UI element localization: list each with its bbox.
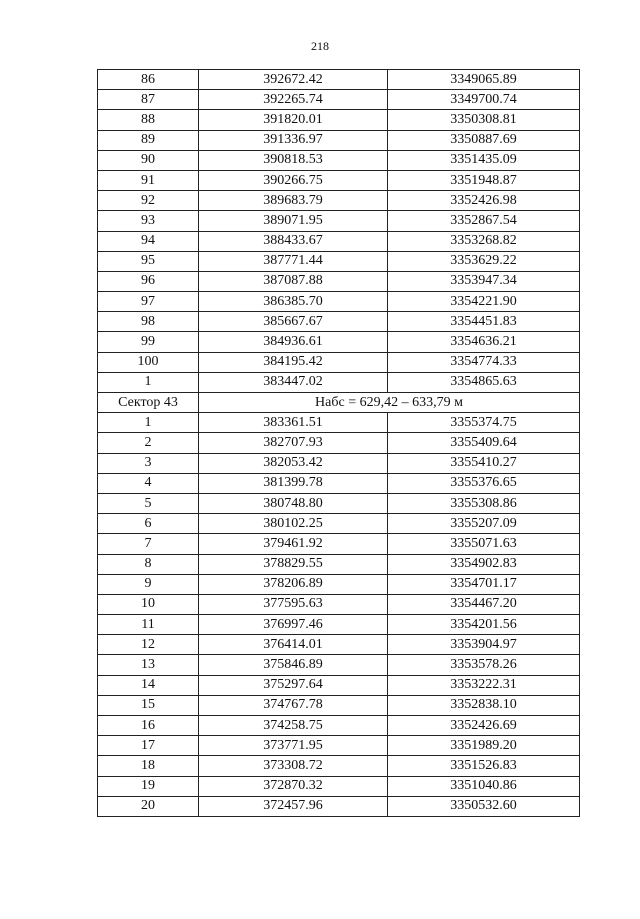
point-number-cell: 3 bbox=[98, 453, 199, 473]
point-number-cell: 96 bbox=[98, 271, 199, 291]
point-number-cell: 4 bbox=[98, 473, 199, 493]
x-coordinate-cell: 392265.74 bbox=[199, 90, 388, 110]
table-row bbox=[98, 332, 580, 352]
y-coordinate-cell: 3351948.87 bbox=[388, 170, 580, 190]
y-coordinate-cell: 3354701.17 bbox=[388, 574, 580, 594]
x-coordinate-cell: 389683.79 bbox=[199, 191, 388, 211]
y-coordinate-cell: 3354451.83 bbox=[388, 312, 580, 332]
y-coordinate-cell: 3355207.09 bbox=[388, 514, 580, 534]
y-coordinate-cell: 3354774.33 bbox=[388, 352, 580, 372]
table-row bbox=[98, 231, 580, 251]
table-row bbox=[98, 635, 580, 655]
table-row bbox=[98, 675, 580, 695]
point-number-cell: 13 bbox=[98, 655, 199, 675]
point-number-cell: 88 bbox=[98, 110, 199, 130]
table-row bbox=[98, 493, 580, 513]
y-coordinate-cell: 3350887.69 bbox=[388, 130, 580, 150]
x-coordinate-cell: 386385.70 bbox=[199, 292, 388, 312]
table-row bbox=[98, 756, 580, 776]
point-number-cell: 18 bbox=[98, 756, 199, 776]
table-row bbox=[98, 695, 580, 715]
table-row bbox=[98, 554, 580, 574]
point-number-cell: 1 bbox=[98, 413, 199, 433]
x-coordinate-cell: 373308.72 bbox=[199, 756, 388, 776]
y-coordinate-cell: 3352867.54 bbox=[388, 211, 580, 231]
y-coordinate-cell: 3355409.64 bbox=[388, 433, 580, 453]
point-number-cell: 91 bbox=[98, 170, 199, 190]
coordinates-rows-before bbox=[98, 70, 580, 393]
point-number-cell: 17 bbox=[98, 736, 199, 756]
y-coordinate-cell: 3350532.60 bbox=[388, 796, 580, 816]
x-coordinate-cell: 391820.01 bbox=[199, 110, 388, 130]
y-coordinate-cell: 3353222.31 bbox=[388, 675, 580, 695]
x-coordinate-cell: 390818.53 bbox=[199, 150, 388, 170]
x-coordinate-cell: 385667.67 bbox=[199, 312, 388, 332]
point-number-cell: 86 bbox=[98, 70, 199, 90]
point-number-cell: 87 bbox=[98, 90, 199, 110]
table-row bbox=[98, 615, 580, 635]
point-number-cell: 16 bbox=[98, 716, 199, 736]
point-number-cell: 10 bbox=[98, 594, 199, 614]
y-coordinate-cell: 3350308.81 bbox=[388, 110, 580, 130]
table-row bbox=[98, 514, 580, 534]
sector-height-range: Набс = 629,42 – 633,79 м bbox=[199, 393, 580, 413]
x-coordinate-cell: 387771.44 bbox=[199, 251, 388, 271]
y-coordinate-cell: 3355410.27 bbox=[388, 453, 580, 473]
table-row bbox=[98, 736, 580, 756]
x-coordinate-cell: 380102.25 bbox=[199, 514, 388, 534]
point-number-cell: 7 bbox=[98, 534, 199, 554]
table-row bbox=[98, 433, 580, 453]
table-row bbox=[98, 191, 580, 211]
table-row bbox=[98, 70, 580, 90]
x-coordinate-cell: 389071.95 bbox=[199, 211, 388, 231]
point-number-cell: 1 bbox=[98, 372, 199, 392]
x-coordinate-cell: 391336.97 bbox=[199, 130, 388, 150]
x-coordinate-cell: 378206.89 bbox=[199, 574, 388, 594]
y-coordinate-cell: 3352426.69 bbox=[388, 716, 580, 736]
x-coordinate-cell: 372457.96 bbox=[199, 796, 388, 816]
table-row bbox=[98, 352, 580, 372]
y-coordinate-cell: 3354467.20 bbox=[388, 594, 580, 614]
sector-row bbox=[98, 393, 580, 413]
table-row bbox=[98, 413, 580, 433]
table-row bbox=[98, 796, 580, 816]
point-number-cell: 8 bbox=[98, 554, 199, 574]
y-coordinate-cell: 3349065.89 bbox=[388, 70, 580, 90]
table-row bbox=[98, 473, 580, 493]
point-number-cell: 99 bbox=[98, 332, 199, 352]
y-coordinate-cell: 3354221.90 bbox=[388, 292, 580, 312]
table-row bbox=[98, 594, 580, 614]
x-coordinate-cell: 374767.78 bbox=[199, 695, 388, 715]
y-coordinate-cell: 3351526.83 bbox=[388, 756, 580, 776]
table-row bbox=[98, 170, 580, 190]
y-coordinate-cell: 3355376.65 bbox=[388, 473, 580, 493]
y-coordinate-cell: 3353578.26 bbox=[388, 655, 580, 675]
y-coordinate-cell: 3351435.09 bbox=[388, 150, 580, 170]
y-coordinate-cell: 3355308.86 bbox=[388, 493, 580, 513]
x-coordinate-cell: 382707.93 bbox=[199, 433, 388, 453]
point-number-cell: 11 bbox=[98, 615, 199, 635]
table-row bbox=[98, 655, 580, 675]
x-coordinate-cell: 387087.88 bbox=[199, 271, 388, 291]
table-row bbox=[98, 150, 580, 170]
table-row bbox=[98, 776, 580, 796]
y-coordinate-cell: 3353904.97 bbox=[388, 635, 580, 655]
x-coordinate-cell: 379461.92 bbox=[199, 534, 388, 554]
x-coordinate-cell: 373771.95 bbox=[199, 736, 388, 756]
point-number-cell: 100 bbox=[98, 352, 199, 372]
y-coordinate-cell: 3351040.86 bbox=[388, 776, 580, 796]
table-row bbox=[98, 716, 580, 736]
point-number-cell: 92 bbox=[98, 191, 199, 211]
y-coordinate-cell: 3351989.20 bbox=[388, 736, 580, 756]
table-row bbox=[98, 271, 580, 291]
table-row bbox=[98, 130, 580, 150]
y-coordinate-cell: 3353947.34 bbox=[388, 271, 580, 291]
x-coordinate-cell: 383447.02 bbox=[199, 372, 388, 392]
point-number-cell: 94 bbox=[98, 231, 199, 251]
table-row bbox=[98, 534, 580, 554]
x-coordinate-cell: 377595.63 bbox=[199, 594, 388, 614]
sector-label: Сектор 43 bbox=[98, 393, 199, 413]
point-number-cell: 2 bbox=[98, 433, 199, 453]
x-coordinate-cell: 383361.51 bbox=[199, 413, 388, 433]
coordinates-rows-after bbox=[98, 413, 580, 817]
x-coordinate-cell: 382053.42 bbox=[199, 453, 388, 473]
point-number-cell: 19 bbox=[98, 776, 199, 796]
table-row bbox=[98, 574, 580, 594]
x-coordinate-cell: 376997.46 bbox=[199, 615, 388, 635]
point-number-cell: 89 bbox=[98, 130, 199, 150]
x-coordinate-cell: 378829.55 bbox=[199, 554, 388, 574]
table-row bbox=[98, 211, 580, 231]
point-number-cell: 20 bbox=[98, 796, 199, 816]
y-coordinate-cell: 3353268.82 bbox=[388, 231, 580, 251]
x-coordinate-cell: 376414.01 bbox=[199, 635, 388, 655]
x-coordinate-cell: 392672.42 bbox=[199, 70, 388, 90]
y-coordinate-cell: 3349700.74 bbox=[388, 90, 580, 110]
table-row bbox=[98, 251, 580, 271]
table-row bbox=[98, 453, 580, 473]
x-coordinate-cell: 380748.80 bbox=[199, 493, 388, 513]
x-coordinate-cell: 384195.42 bbox=[199, 352, 388, 372]
point-number-cell: 98 bbox=[98, 312, 199, 332]
y-coordinate-cell: 3353629.22 bbox=[388, 251, 580, 271]
point-number-cell: 12 bbox=[98, 635, 199, 655]
y-coordinate-cell: 3355071.63 bbox=[388, 534, 580, 554]
table-row bbox=[98, 90, 580, 110]
x-coordinate-cell: 384936.61 bbox=[199, 332, 388, 352]
point-number-cell: 15 bbox=[98, 695, 199, 715]
point-number-cell: 95 bbox=[98, 251, 199, 271]
y-coordinate-cell: 3355374.75 bbox=[388, 413, 580, 433]
coordinates-table bbox=[97, 69, 580, 817]
sector-header bbox=[98, 393, 580, 413]
table-row bbox=[98, 292, 580, 312]
table-row bbox=[98, 110, 580, 130]
point-number-cell: 9 bbox=[98, 574, 199, 594]
point-number-cell: 6 bbox=[98, 514, 199, 534]
x-coordinate-cell: 390266.75 bbox=[199, 170, 388, 190]
x-coordinate-cell: 375846.89 bbox=[199, 655, 388, 675]
point-number-cell: 5 bbox=[98, 493, 199, 513]
table-row bbox=[98, 312, 580, 332]
point-number-cell: 97 bbox=[98, 292, 199, 312]
x-coordinate-cell: 374258.75 bbox=[199, 716, 388, 736]
table-row bbox=[98, 372, 580, 392]
y-coordinate-cell: 3352838.10 bbox=[388, 695, 580, 715]
point-number-cell: 90 bbox=[98, 150, 199, 170]
page-number: 218 bbox=[311, 39, 329, 53]
point-number-cell: 14 bbox=[98, 675, 199, 695]
x-coordinate-cell: 381399.78 bbox=[199, 473, 388, 493]
y-coordinate-cell: 3354201.56 bbox=[388, 615, 580, 635]
x-coordinate-cell: 388433.67 bbox=[199, 231, 388, 251]
x-coordinate-cell: 372870.32 bbox=[199, 776, 388, 796]
y-coordinate-cell: 3354636.21 bbox=[388, 332, 580, 352]
point-number-cell: 93 bbox=[98, 211, 199, 231]
y-coordinate-cell: 3352426.98 bbox=[388, 191, 580, 211]
x-coordinate-cell: 375297.64 bbox=[199, 675, 388, 695]
y-coordinate-cell: 3354902.83 bbox=[388, 554, 580, 574]
y-coordinate-cell: 3354865.63 bbox=[388, 372, 580, 392]
